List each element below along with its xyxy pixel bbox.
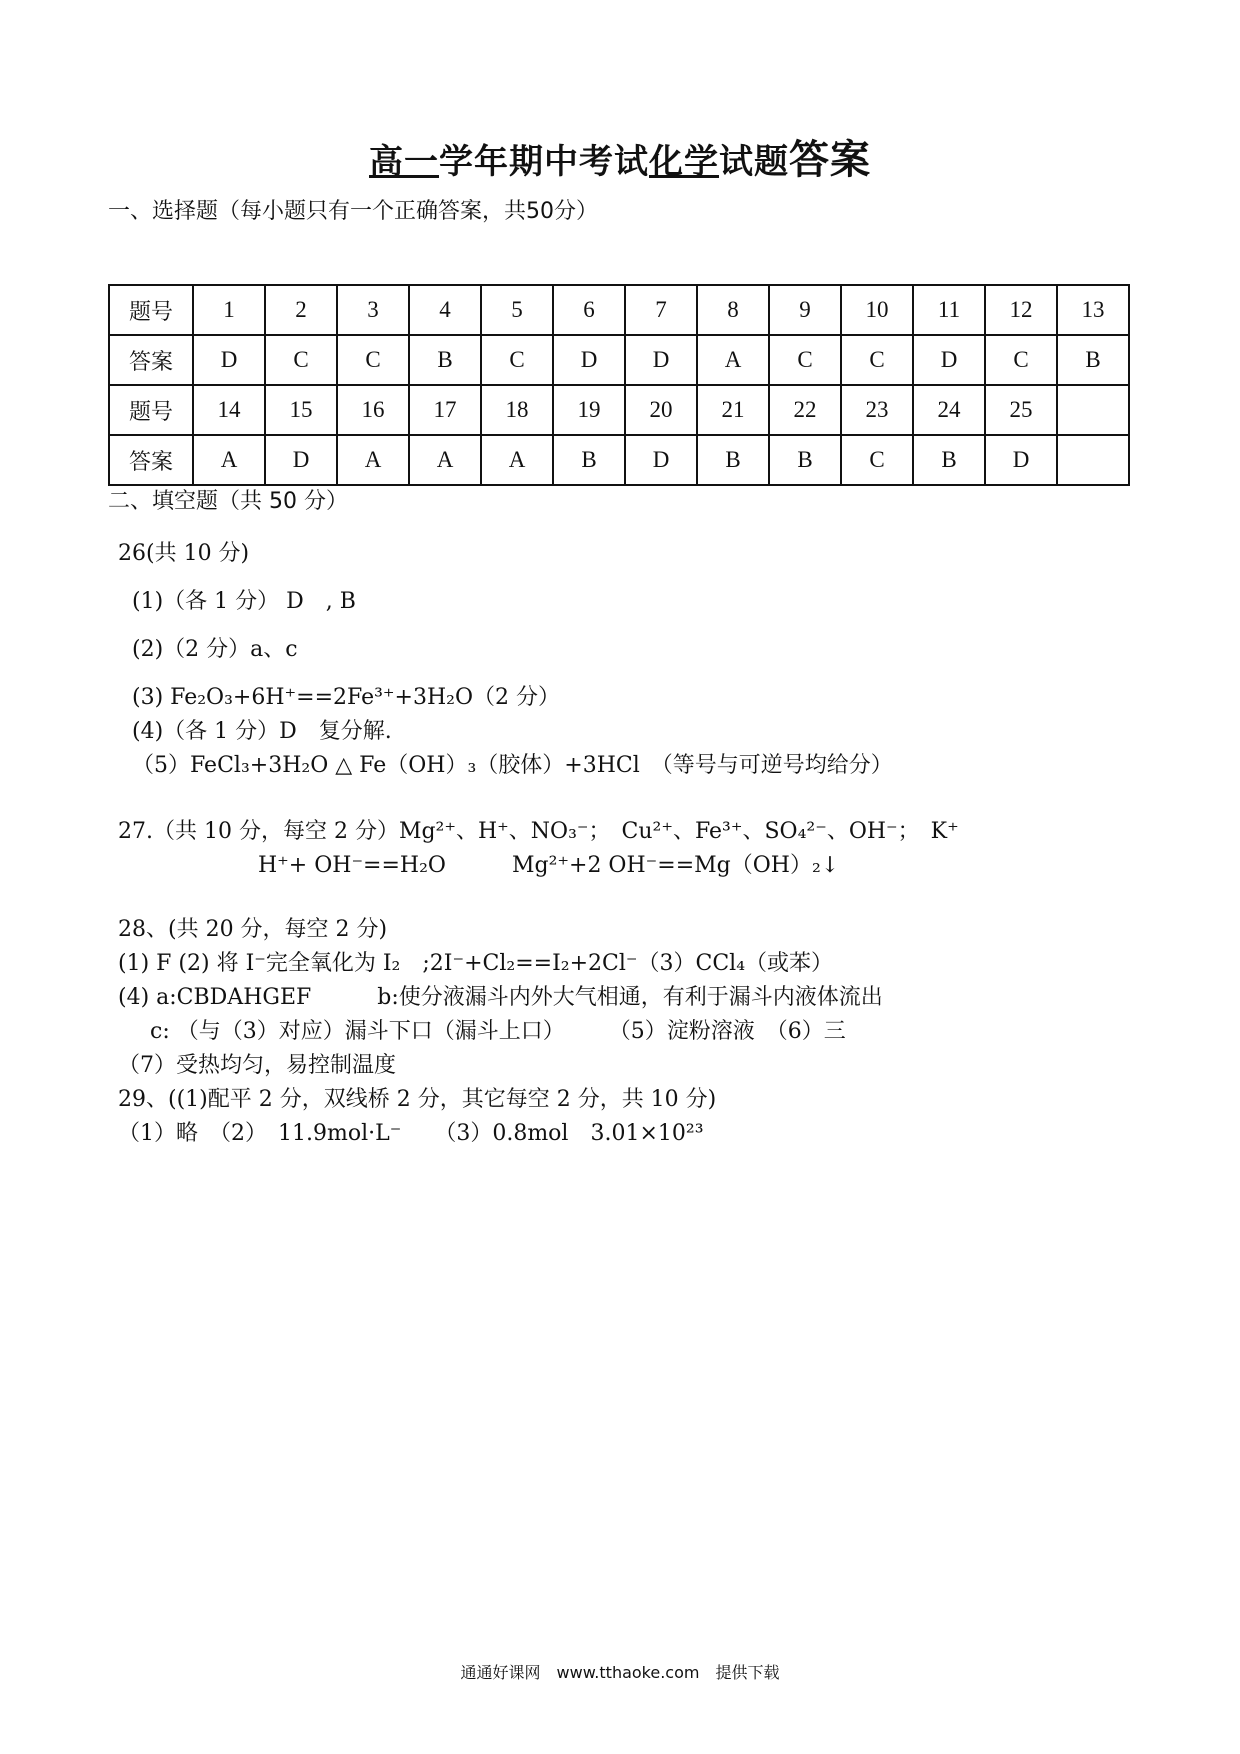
title-part-1: 高一	[369, 142, 439, 182]
q27-line-1: 27.（共 10 分，每空 2 分）Mg²⁺、H⁺、NO₃⁻； Cu²⁺、Fe³⁺、SO₄²⁻、OH⁻； K⁺	[118, 819, 959, 844]
answer-table	[108, 284, 1130, 486]
table-cell: C	[481, 335, 553, 385]
table-cell: A	[481, 435, 553, 485]
q29-line-1: （1）略 （2） 11.9mol·L⁻ （3）0.8mol 3.01×10²³	[118, 1121, 704, 1146]
table-cell: A	[337, 435, 409, 485]
table-cell: 20	[625, 385, 697, 435]
q28-line-2: (4) a:CBDAHGEF b:使分液漏斗内外大气相通，有利于漏斗内液体流出	[118, 985, 883, 1010]
table-cell: D	[265, 435, 337, 485]
table-cell: 8	[697, 285, 769, 335]
table-row-numbers-2	[109, 385, 1129, 435]
table-cell: D	[913, 335, 985, 385]
q27-line-2: H⁺+ OH⁻==H₂O Mg²⁺+2 OH⁻==Mg（OH）₂↓	[258, 853, 840, 878]
table-cell: D	[193, 335, 265, 385]
table-cell: C	[265, 335, 337, 385]
title-part-3: 化学	[649, 142, 719, 182]
table-cell: C	[841, 335, 913, 385]
title-part-5: 答案	[789, 137, 871, 183]
table-cell: B	[409, 335, 481, 385]
title-part-2: 学年期中考试	[439, 142, 649, 182]
table-row-answers-2	[109, 435, 1129, 485]
q28-line-4: （7）受热均匀，易控制温度	[118, 1053, 396, 1078]
table-cell: D	[985, 435, 1057, 485]
table-cell: 10	[841, 285, 913, 335]
table-cell: 22	[769, 385, 841, 435]
table-cell: B	[913, 435, 985, 485]
row-label: 题号	[109, 285, 193, 335]
table-cell	[1057, 385, 1129, 435]
table-cell: 25	[985, 385, 1057, 435]
q26-heading: 26(共 10 分)	[118, 541, 250, 566]
table-cell: B	[697, 435, 769, 485]
table-cell: A	[193, 435, 265, 485]
table-cell: 15	[265, 385, 337, 435]
table-cell: 18	[481, 385, 553, 435]
table-cell: 17	[409, 385, 481, 435]
table-cell: 11	[913, 285, 985, 335]
q26-part-2: (2)（2 分）a、c	[132, 637, 298, 662]
table-cell: 19	[553, 385, 625, 435]
table-row-answers-1	[109, 335, 1129, 385]
table-cell: B	[1057, 335, 1129, 385]
table-cell: C	[769, 335, 841, 385]
q26-part-4: (4)（各 1 分）D 复分解.	[132, 719, 392, 744]
row-label: 题号	[109, 385, 193, 435]
section-1-heading: 一、选择题（每小题只有一个正确答案，共50分）	[108, 199, 598, 224]
section-2-heading: 二、填空题（共 50 分）	[108, 489, 348, 514]
table-cell: 5	[481, 285, 553, 335]
table-cell: B	[769, 435, 841, 485]
table-cell: 24	[913, 385, 985, 435]
table-cell: D	[625, 335, 697, 385]
row-label: 答案	[109, 335, 193, 385]
table-cell: C	[337, 335, 409, 385]
table-cell: C	[841, 435, 913, 485]
table-cell: 14	[193, 385, 265, 435]
table-cell	[1057, 435, 1129, 485]
table-cell: 23	[841, 385, 913, 435]
row-label: 答案	[109, 435, 193, 485]
q29-heading: 29、((1)配平 2 分，双线桥 2 分，其它每空 2 分，共 10 分)	[118, 1087, 717, 1112]
table-cell: 3	[337, 285, 409, 335]
table-cell: 9	[769, 285, 841, 335]
q28-line-1: (1) F (2) 将 I⁻完全氧化为 I₂ ;2I⁻+Cl₂==I₂+2Cl⁻（3）CCl₄（或苯）	[118, 951, 834, 976]
table-cell: 7	[625, 285, 697, 335]
table-cell: D	[625, 435, 697, 485]
footer-credit: 通通好课网 www.tthaoke.com 提供下载	[460, 1663, 780, 1682]
table-cell: A	[409, 435, 481, 485]
table-row-numbers-1	[109, 285, 1129, 335]
q26-part-3: (3) Fe₂O₃+6H⁺==2Fe³⁺+3H₂O（2 分）	[132, 685, 560, 710]
q26-part-1: (1)（各 1 分） D , B	[132, 589, 356, 614]
table-cell: 6	[553, 285, 625, 335]
table-cell: D	[553, 335, 625, 385]
table-cell: B	[553, 435, 625, 485]
table-cell: 16	[337, 385, 409, 435]
table-cell: C	[985, 335, 1057, 385]
q26-part-5: （5）FeCl₃+3H₂O △ Fe（OH）₃（胶体）+3HCl （等号与可逆号均给分）	[132, 753, 893, 778]
table-cell: A	[697, 335, 769, 385]
q28-heading: 28、(共 20 分，每空 2 分)	[118, 917, 388, 942]
page-title	[0, 128, 1240, 185]
table-cell: 13	[1057, 285, 1129, 335]
table-cell: 2	[265, 285, 337, 335]
q28-line-3: c: （与（3）对应）漏斗下口（漏斗上口） （5）淀粉溶液 （6）三	[150, 1019, 846, 1044]
table-cell: 12	[985, 285, 1057, 335]
title-part-4: 试题	[719, 142, 789, 182]
table-cell: 4	[409, 285, 481, 335]
table-cell: 21	[697, 385, 769, 435]
table-cell: 1	[193, 285, 265, 335]
